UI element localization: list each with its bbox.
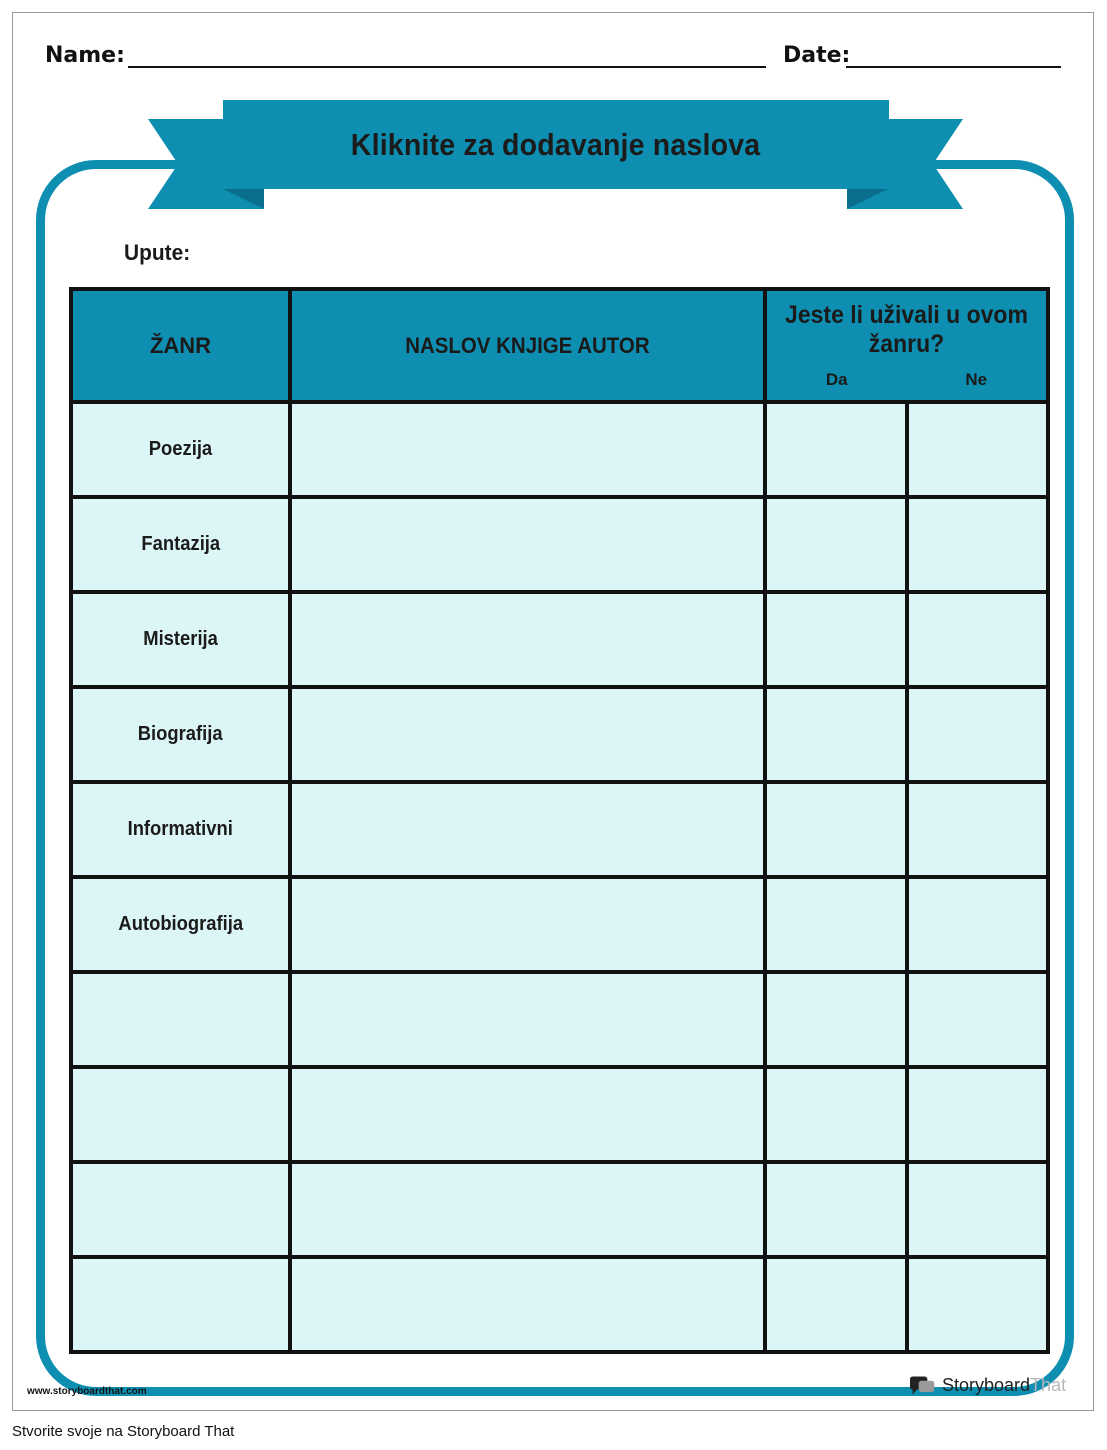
header-genre: ŽANR bbox=[71, 289, 290, 402]
date-label: Date: bbox=[783, 43, 851, 68]
header-book-title: NASLOV KNJIGE AUTOR bbox=[290, 289, 765, 402]
genre-cell[interactable] bbox=[71, 1067, 290, 1162]
logo-text-light: That bbox=[1030, 1375, 1067, 1395]
no-cell[interactable] bbox=[907, 972, 1048, 1067]
yes-cell[interactable] bbox=[765, 497, 907, 592]
table-row bbox=[71, 592, 1048, 687]
table-row bbox=[71, 1067, 1048, 1162]
yes-cell[interactable] bbox=[765, 972, 907, 1067]
yes-cell[interactable] bbox=[765, 877, 907, 972]
table-row bbox=[71, 877, 1048, 972]
yes-cell[interactable] bbox=[765, 782, 907, 877]
no-cell[interactable] bbox=[907, 1257, 1048, 1352]
no-cell[interactable] bbox=[907, 782, 1048, 877]
table-row bbox=[71, 1257, 1048, 1352]
genre-cell: Misterija bbox=[71, 592, 290, 687]
name-label: Name: bbox=[45, 43, 125, 68]
header-no: Ne bbox=[965, 370, 988, 389]
genre-cell: Biografija bbox=[71, 687, 290, 782]
yes-cell[interactable] bbox=[765, 592, 907, 687]
book-title-cell[interactable] bbox=[290, 972, 765, 1067]
header-yes: Da bbox=[825, 370, 848, 389]
no-cell[interactable] bbox=[907, 1067, 1048, 1162]
date-field[interactable] bbox=[846, 66, 1061, 68]
genre-cell: Fantazija bbox=[71, 497, 290, 592]
credit-text: Stvorite svoje na Storyboard That bbox=[12, 1423, 235, 1440]
yes-cell[interactable] bbox=[765, 1067, 907, 1162]
table-row bbox=[71, 972, 1048, 1067]
table-row bbox=[71, 687, 1048, 782]
speech-bubble-icon bbox=[910, 1376, 936, 1396]
genre-cell[interactable] bbox=[71, 1257, 290, 1352]
genre-cell: Autobiografija bbox=[71, 877, 290, 972]
no-cell[interactable] bbox=[907, 497, 1048, 592]
no-cell[interactable] bbox=[907, 402, 1048, 497]
worksheet-title[interactable]: Kliknite za dodavanje naslova bbox=[351, 126, 761, 162]
yes-cell[interactable] bbox=[765, 1257, 907, 1352]
logo-text-dark: Storyboard bbox=[942, 1375, 1031, 1395]
genre-cell[interactable] bbox=[71, 972, 290, 1067]
storyboardthat-logo bbox=[910, 1375, 1066, 1396]
book-title-cell[interactable] bbox=[290, 1257, 765, 1352]
header-enjoyed bbox=[765, 289, 1048, 402]
genre-cell: Informativni bbox=[71, 782, 290, 877]
table-row bbox=[71, 1162, 1048, 1257]
book-title-cell[interactable] bbox=[290, 877, 765, 972]
book-title-cell[interactable] bbox=[290, 782, 765, 877]
genre-table bbox=[69, 287, 1050, 1354]
no-cell[interactable] bbox=[907, 1162, 1048, 1257]
table-row bbox=[71, 402, 1048, 497]
no-cell[interactable] bbox=[907, 592, 1048, 687]
name-field[interactable] bbox=[128, 66, 766, 68]
yes-cell[interactable] bbox=[765, 1162, 907, 1257]
book-title-cell[interactable] bbox=[290, 687, 765, 782]
book-title-cell[interactable] bbox=[290, 592, 765, 687]
yes-cell[interactable] bbox=[765, 402, 907, 497]
no-cell[interactable] bbox=[907, 687, 1048, 782]
genre-cell: Poezija bbox=[71, 402, 290, 497]
book-title-cell[interactable] bbox=[290, 497, 765, 592]
footer-url: www.storyboardthat.com bbox=[27, 1386, 147, 1397]
book-title-cell[interactable] bbox=[290, 1162, 765, 1257]
title-banner[interactable] bbox=[223, 100, 889, 189]
instructions-label[interactable]: Upute: bbox=[124, 240, 191, 265]
book-title-cell[interactable] bbox=[290, 1067, 765, 1162]
yes-cell[interactable] bbox=[765, 687, 907, 782]
genre-cell[interactable] bbox=[71, 1162, 290, 1257]
enjoyed-question: Jeste li uživali u ovom žanru? bbox=[785, 301, 1028, 358]
table-row bbox=[71, 497, 1048, 592]
table-row bbox=[71, 782, 1048, 877]
no-cell[interactable] bbox=[907, 877, 1048, 972]
book-title-cell[interactable] bbox=[290, 402, 765, 497]
